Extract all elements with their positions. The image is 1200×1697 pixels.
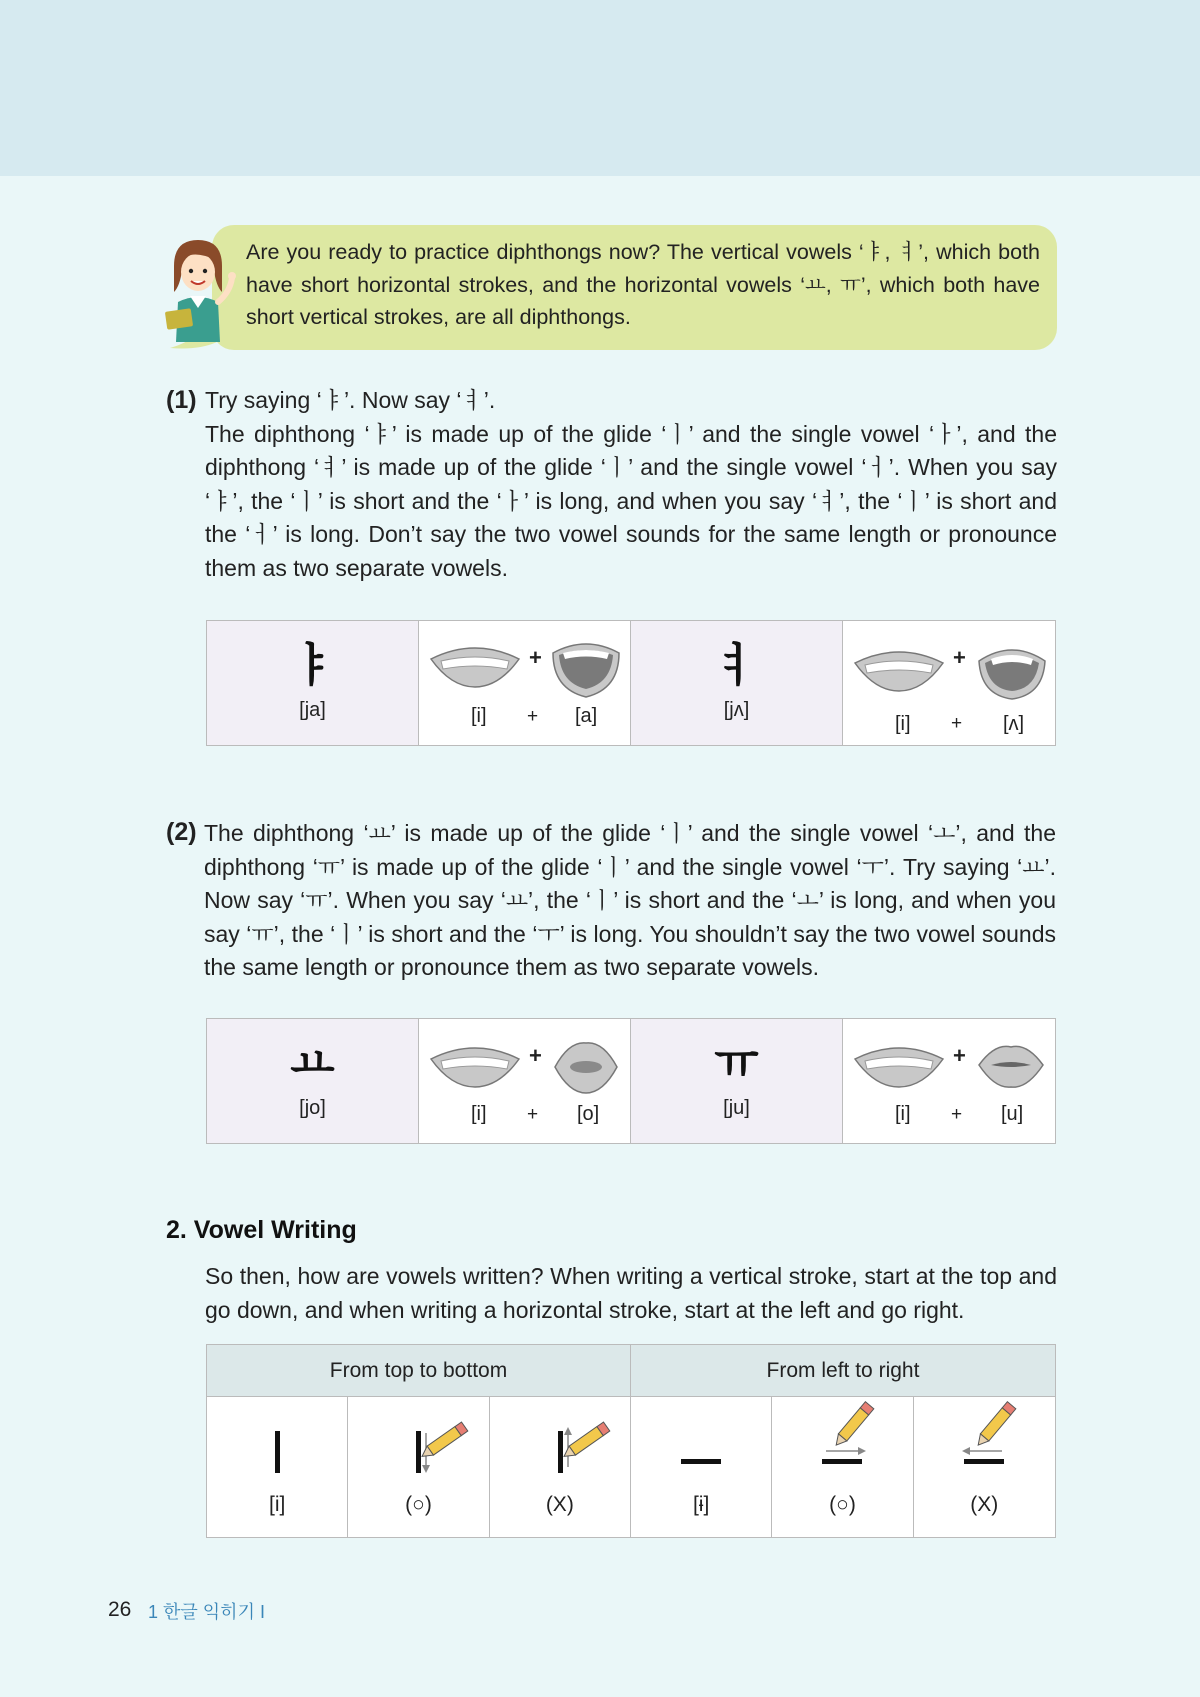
writing-paragraph <box>205 1260 1057 1327</box>
plus-sign: + <box>951 1104 963 1125</box>
vowel-glyph: ㅕ <box>714 639 759 691</box>
label-left: [i] <box>471 705 487 727</box>
mouth-i-eo-cell <box>843 621 1055 745</box>
teacher-icon <box>160 236 240 346</box>
stroke-label: [i] <box>268 1493 286 1516</box>
section2-number: (2) <box>166 818 197 846</box>
vowel-yo-cell <box>207 1019 419 1143</box>
vowel-glyph: ㅠ <box>714 1037 759 1089</box>
page-number: 26 <box>108 1598 132 1621</box>
stroke-cell-horizontal-correct <box>772 1397 913 1538</box>
section1-number: (1) <box>166 386 197 414</box>
mouth-i-o-cell <box>419 1019 631 1143</box>
label-left: [i] <box>895 713 911 735</box>
plus-sign: + <box>529 1043 542 1068</box>
horizontal-stroke-icon <box>631 1397 772 1487</box>
stroke-label: [ɨ] <box>692 1493 710 1516</box>
mouth-a-icon <box>549 639 623 699</box>
plus-sign: + <box>953 645 966 670</box>
label-right: [ʌ] <box>1003 713 1025 735</box>
mouth-eo-icon <box>975 641 1049 701</box>
plus-sign: + <box>527 706 539 727</box>
stroke-order-row <box>207 1397 1055 1538</box>
header-top-to-bottom: From top to bottom <box>207 1345 631 1396</box>
diphthong-table-1 <box>206 620 1056 746</box>
vertical-stroke-icon <box>207 1397 348 1487</box>
mouth-i-a-cell <box>419 621 631 745</box>
stroke-cell-horizontal-wrong <box>914 1397 1055 1538</box>
plus-sign: + <box>951 713 963 734</box>
section2-paragraph <box>204 817 1056 985</box>
section1-line1: Try saying ‘ㅑ’. Now say ‘ㅕ’. <box>205 387 496 413</box>
pencil-down-icon <box>348 1397 489 1487</box>
vowel-ipa: [ju] <box>723 1097 750 1119</box>
vowel-glyph: ㅑ <box>290 639 335 691</box>
stroke-order-table <box>206 1344 1056 1538</box>
diphthong-table-2 <box>206 1018 1056 1144</box>
stroke-cell-vertical-correct <box>348 1397 489 1538</box>
pencil-left-icon <box>914 1397 1055 1487</box>
plus-sign: + <box>527 1104 539 1125</box>
pencil-right-icon <box>772 1397 913 1487</box>
vowel-ya-cell <box>207 621 419 745</box>
stroke-cell-vertical-wrong <box>490 1397 631 1538</box>
stroke-cell-horizontal <box>631 1397 772 1538</box>
mouth-i-icon <box>851 647 947 693</box>
section1-paragraph <box>205 384 1057 585</box>
stroke-label: (○) <box>405 1493 432 1516</box>
section1-body: The diphthong ‘ㅑ’ is made up of the glide ‘ㅣ’ and the single vowel ‘ㅏ’, and the diphthong ‘ㅕ’ is made up of the glide ‘ㅣ’ and the single vowel ‘ㅓ’. When you say ‘ㅑ’, the ‘ㅣ’ is short and the ‘ㅏ’ is long, and when you say ‘ㅕ’, the ‘ㅣ’ is short and the ‘ㅓ’ is long. Don’t say the two vowel sounds for the same length or pronounce them as two separate vowels. <box>205 420 1057 581</box>
intro-text: Are you ready to practice diphthongs now? The vertical vowels ‘ㅑ, ㅕ’, which both have short horizontal strokes, and the horizontal vowels ‘ㅛ, ㅠ’, which both have short vertical strokes, are all diphthongs. <box>246 240 1040 329</box>
section-heading: 2. Vowel Writing <box>166 1216 357 1244</box>
mouth-i-u-cell <box>843 1019 1055 1143</box>
label-left: [i] <box>895 1103 911 1125</box>
vowel-ipa: [jo] <box>299 1097 326 1119</box>
writing-body: So then, how are vowels written? When writing a vertical stroke, start at the top and go down, and when writing a horizontal stroke, start at the left and go right. <box>205 1263 1057 1323</box>
stroke-order-header <box>207 1345 1055 1397</box>
stroke-label: (X) <box>545 1493 574 1516</box>
label-right: [o] <box>577 1103 600 1125</box>
mouth-i-icon <box>427 1043 523 1089</box>
vowel-yu-cell <box>631 1019 843 1143</box>
chapter-title: 1 한글 익히기 I <box>148 1602 265 1622</box>
stroke-label: (○) <box>829 1493 856 1516</box>
mouth-o-icon <box>551 1039 621 1095</box>
plus-sign: + <box>953 1043 966 1068</box>
vowel-glyph: ㅛ <box>290 1037 335 1089</box>
vowel-ipa: [jʌ] <box>723 699 750 721</box>
vowel-yeo-cell <box>631 621 843 745</box>
plus-sign: + <box>529 645 542 670</box>
mouth-i-icon <box>851 1043 947 1089</box>
label-left: [i] <box>471 1103 487 1125</box>
vowel-ipa: [ja] <box>299 699 326 721</box>
label-right: [u] <box>1001 1103 1024 1125</box>
top-band <box>0 0 1200 176</box>
stroke-label: (X) <box>970 1493 999 1516</box>
label-right: [a] <box>575 705 598 727</box>
mouth-u-icon <box>975 1041 1047 1091</box>
mouth-i-icon <box>427 643 523 689</box>
header-left-to-right: From left to right <box>766 1359 920 1382</box>
stroke-cell-vertical <box>207 1397 348 1538</box>
pencil-up-icon <box>490 1397 631 1487</box>
section2-body: The diphthong ‘ㅛ’ is made up of the glide ‘ㅣ’ and the single vowel ‘ㅗ’, and the diphthong ‘ㅠ’ is made up of the glide ‘ㅣ’ and the single vowel ‘ㅜ’. Try saying ‘ㅛ’. Now say ‘ㅠ’. When you say ‘ㅛ’, the ‘ㅣ’ is short and the ‘ㅗ’ is long, and when you say ‘ㅠ’, the ‘ㅣ’ is short and the ‘ㅜ’ is long. You shouldn’t say the two vowel sounds the same length or pronounce them as two separate vowels. <box>204 820 1056 980</box>
